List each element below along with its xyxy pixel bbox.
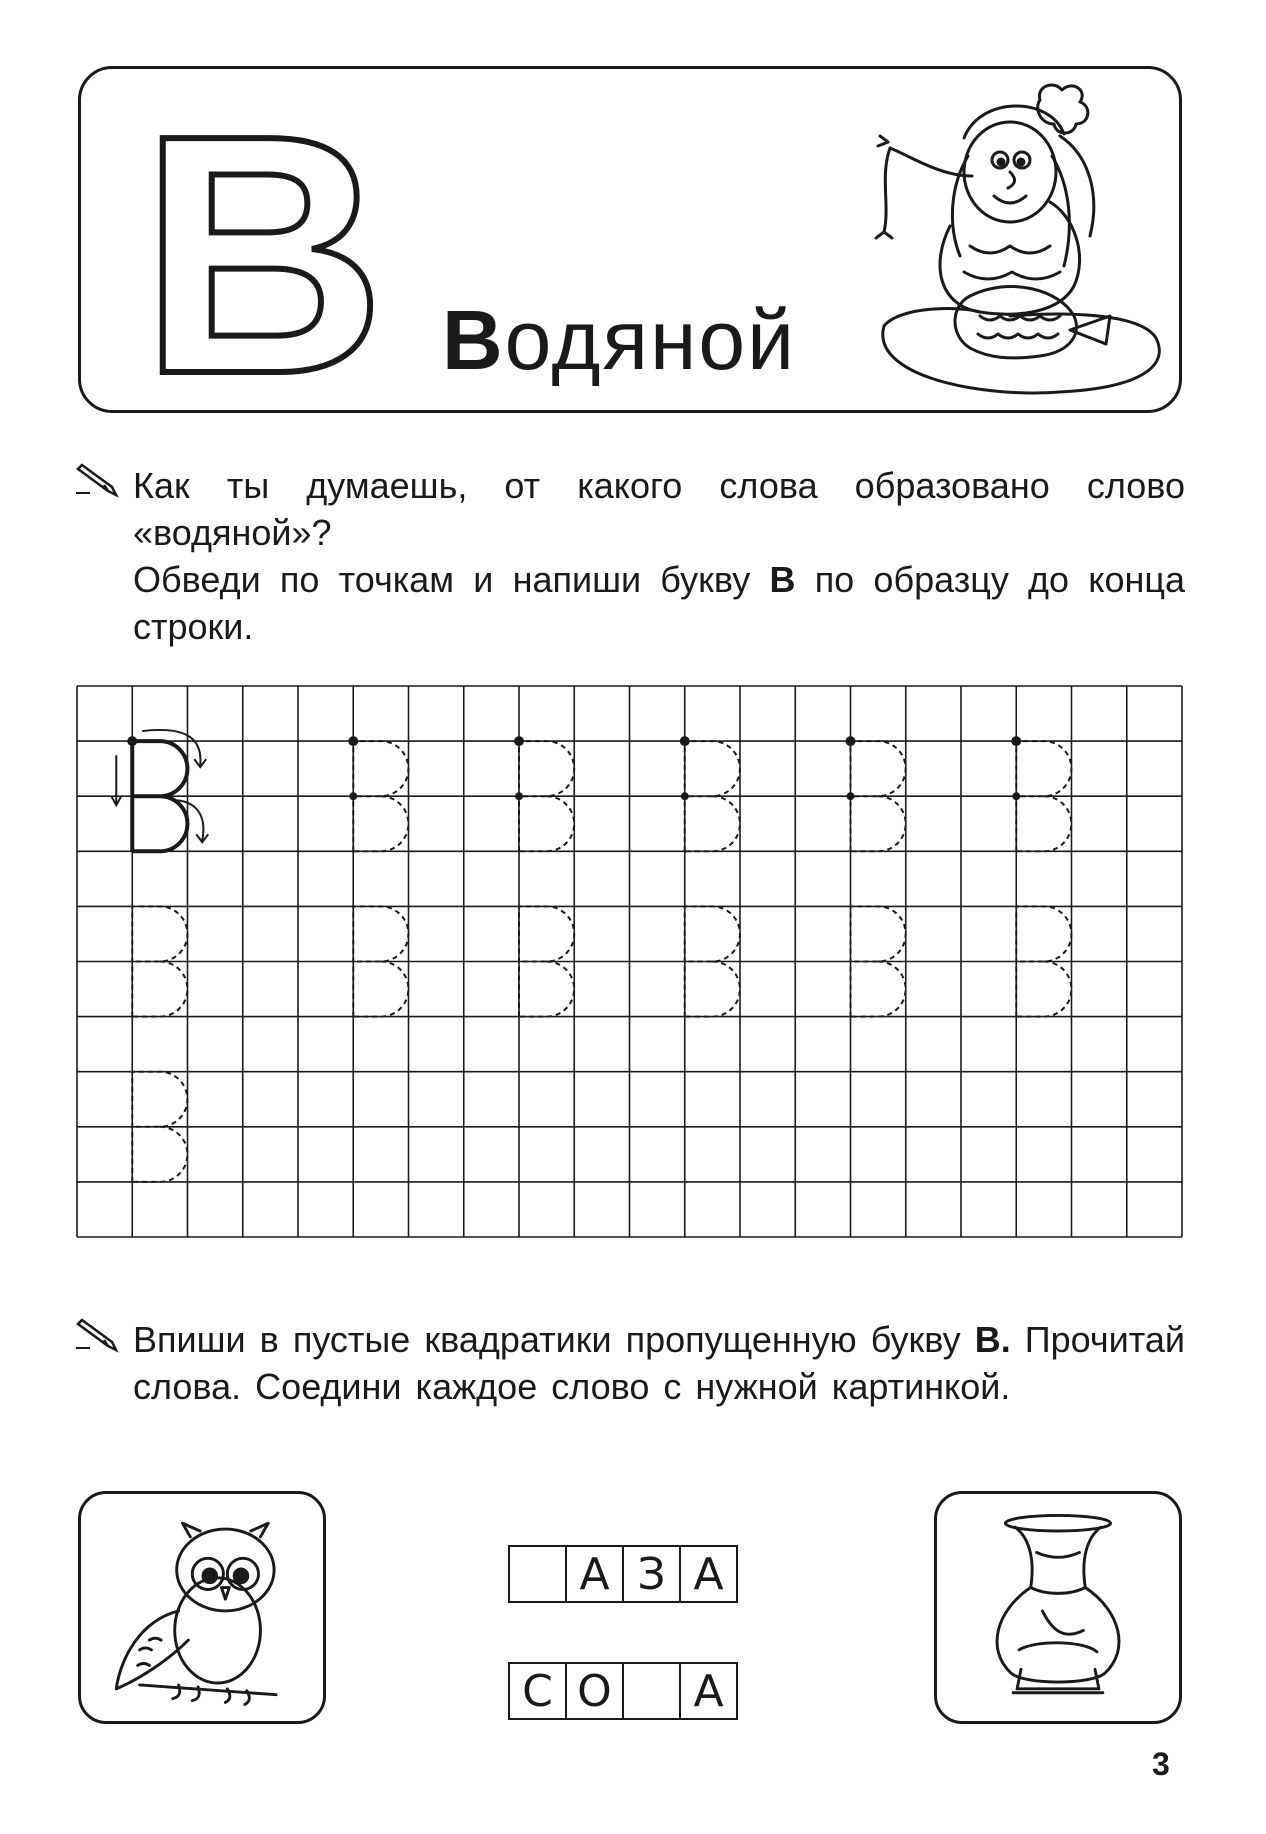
letter-cell: А (679, 1545, 738, 1603)
arrow-curve-icon (142, 730, 200, 765)
start-dot (127, 736, 137, 746)
page-number: 3 (1152, 1746, 1170, 1782)
start-dot (1011, 736, 1021, 746)
letter-cell: А (565, 1545, 624, 1603)
task1-directions (133, 556, 1185, 650)
mid-dot (681, 792, 689, 800)
big-letter-outline (140, 65, 386, 445)
start-dot (348, 736, 358, 746)
title-word (442, 293, 797, 387)
task1-letter: В (769, 559, 796, 600)
vase-picture-card[interactable] (934, 1491, 1182, 1724)
letter-tracing-grid[interactable] (77, 686, 1182, 1237)
task2-text-start: Впиши в пустые квадратики пропущенную букву (133, 1319, 961, 1360)
task2-text-end: Прочитай слова. Соедини каждое слово с нужной картинкой. (133, 1319, 1185, 1407)
start-dot (846, 736, 856, 746)
letter-cell: А (679, 1662, 738, 1720)
task2-instruction (133, 1316, 1185, 1410)
task2-letter: В. (974, 1319, 1011, 1360)
mid-dot (1012, 792, 1020, 800)
vase-icon (937, 1494, 1179, 1721)
task1-instruction (133, 462, 1185, 650)
mid-dot (349, 792, 357, 800)
start-dot (680, 736, 690, 746)
mid-dot (515, 792, 523, 800)
task1-question: Как ты думаешь, от какого слова образовано слово «водяной»? (133, 465, 1185, 553)
task1-directions-text: Обведи по точкам и напиши букву (133, 559, 751, 600)
letter-cell: С (508, 1662, 567, 1720)
task2-text (133, 1316, 1185, 1410)
task1-directions-end: по образцу до конца строки. (133, 559, 1185, 647)
pencil-icon (74, 463, 120, 499)
svg-text:В: В (140, 65, 386, 445)
owl-picture-card[interactable] (78, 1491, 326, 1724)
title-first-letter: В (442, 293, 505, 387)
word-row-1 (508, 1545, 738, 1603)
mid-dot (847, 792, 855, 800)
start-dot (514, 736, 524, 746)
letter-cell: З (622, 1545, 681, 1603)
pencil-icon (74, 1318, 120, 1354)
word-row-2 (508, 1662, 738, 1720)
letter-cell: О (565, 1662, 624, 1720)
owl-icon (81, 1494, 323, 1721)
empty-letter-cell[interactable] (508, 1545, 567, 1603)
water-spirit-illustration-icon (860, 76, 1172, 406)
empty-letter-cell[interactable] (622, 1662, 681, 1720)
title-rest: одяной (504, 293, 797, 387)
